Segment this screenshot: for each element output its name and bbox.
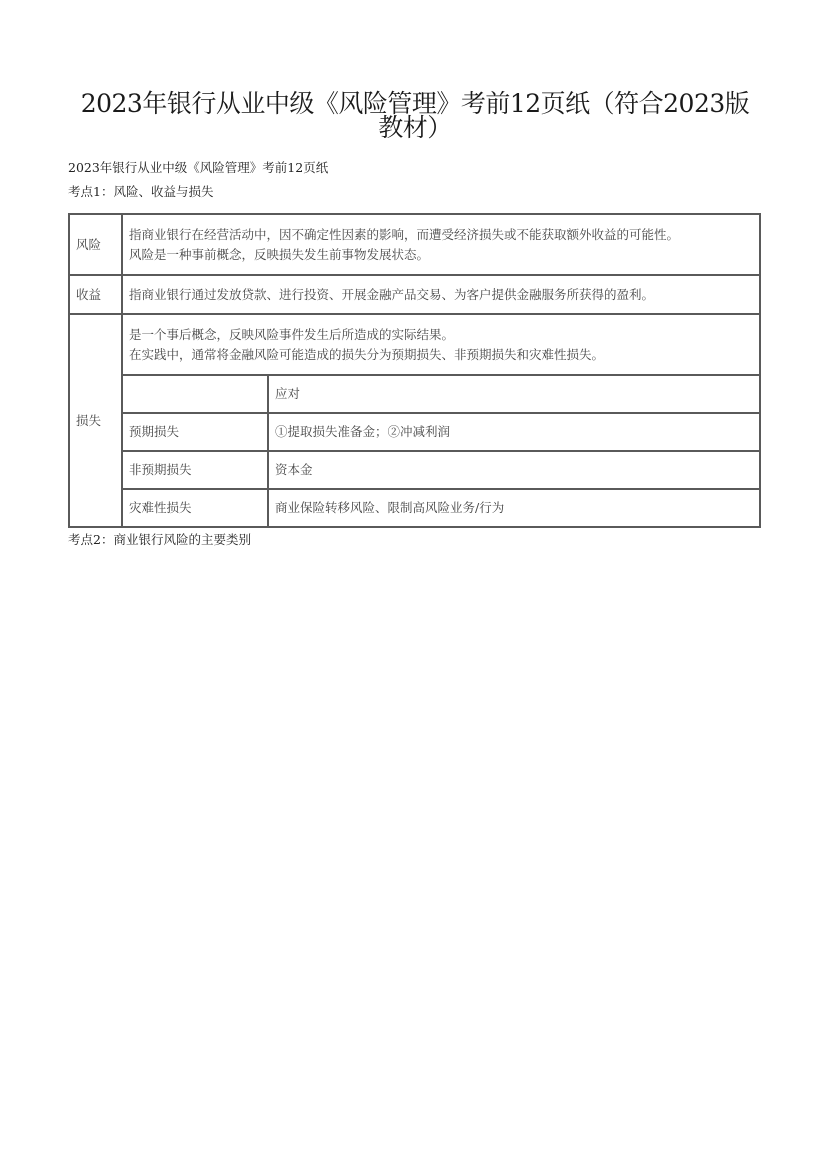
- loss-type-catastrophic: 灾难性损失: [122, 489, 268, 527]
- loss-subtable-row-expected: [69, 413, 760, 451]
- section-heading-1: 考点1：风险、收益与损失: [68, 184, 214, 199]
- loss-type-expected: 预期损失: [122, 413, 268, 451]
- row-desc-risk: [122, 214, 760, 275]
- loss-definition-line-1: 是一个事后概念，反映风险事件发生后所造成的实际结果。: [129, 326, 455, 342]
- subtable-header-type: [122, 375, 268, 413]
- document-title-line-1: 2023年银行从业中级《风险管理》考前12页纸（符合2023版: [80, 89, 750, 118]
- loss-subtable-row-unexpected: [69, 451, 760, 489]
- return-definition-line-1: 指商业银行通过发放贷款、进行投资、开展金融产品交易、为客户提供金融服务所获得的盈利。: [129, 286, 655, 302]
- loss-subtable-row-catastrophic: [69, 489, 760, 527]
- loss-response-unexpected: 资本金: [268, 451, 760, 489]
- row-label-risk: 风险: [69, 214, 122, 275]
- risk-definition-line-2: 风险是一种事前概念，反映损失发生前事物发展状态。: [129, 246, 430, 262]
- document-subtitle: 2023年银行从业中级《风险管理》考前12页纸: [68, 160, 329, 175]
- loss-definition-line-2: 在实践中，通常将金融风险可能造成的损失分为预期损失、非预期损失和灾难性损失。: [129, 346, 605, 362]
- loss-response-catastrophic: 商业保险转移风险、限制高风险业务/行为: [268, 489, 760, 527]
- document-title: [60, 89, 770, 142]
- table-row-return: [69, 275, 760, 314]
- table-row-risk: [69, 214, 760, 275]
- document-title-line-2: 教材）: [378, 113, 452, 142]
- section-heading-2: 考点2：商业银行风险的主要类别: [68, 532, 251, 547]
- subtable-header-response: 应对: [268, 375, 760, 413]
- table-row-loss: [69, 314, 760, 375]
- row-desc-loss: [122, 314, 760, 375]
- loss-response-expected: ①提取损失准备金；②冲减利润: [268, 413, 760, 451]
- risk-definition-line-1: 指商业银行在经营活动中，因不确定性因素的影响，而遭受经济损失或不能获取额外收益的可能性。: [129, 226, 680, 242]
- row-desc-return: [122, 275, 760, 314]
- row-label-return: 收益: [69, 275, 122, 314]
- loss-subtable-header-row: [69, 375, 760, 413]
- loss-type-unexpected: 非预期损失: [122, 451, 268, 489]
- risk-return-loss-table: [68, 213, 761, 528]
- row-label-loss: 损失: [69, 314, 122, 527]
